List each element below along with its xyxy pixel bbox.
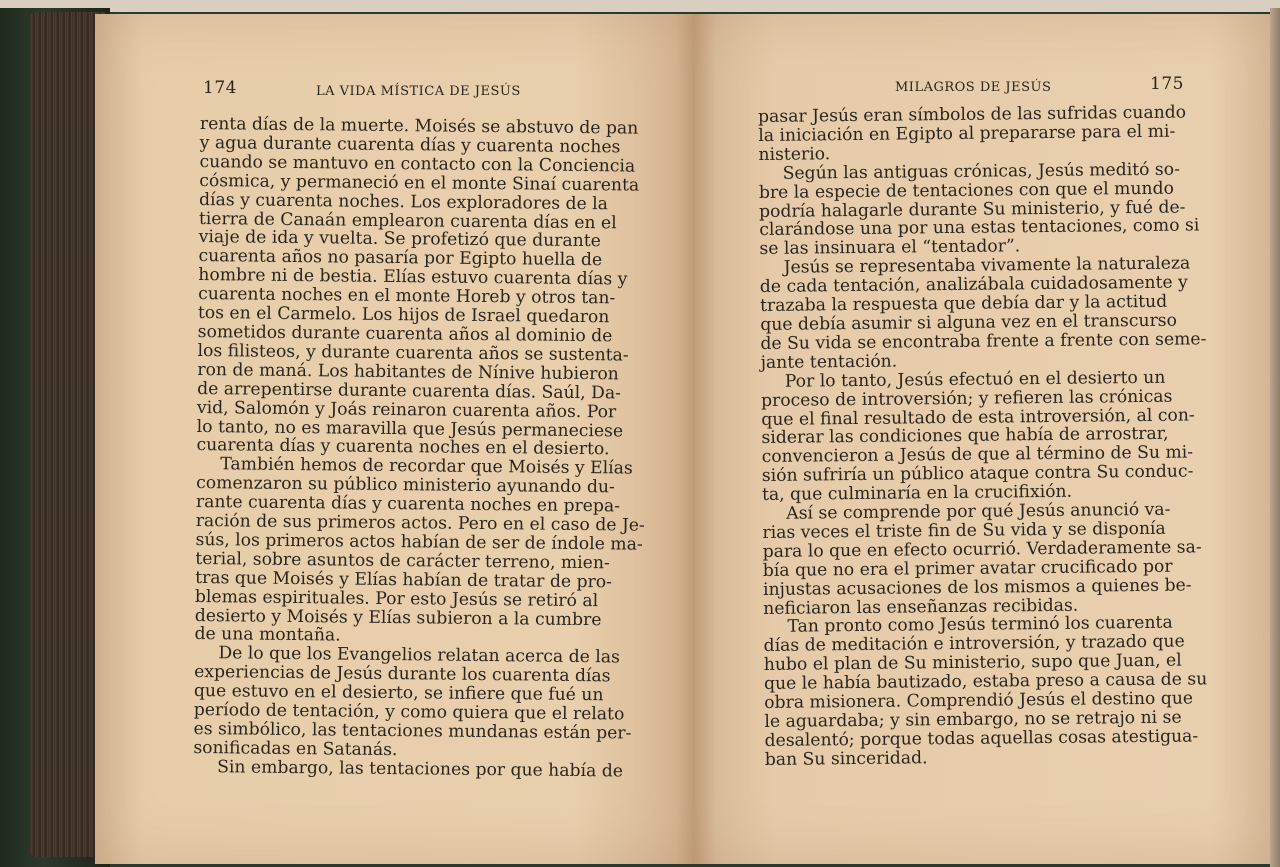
text-line: comenzaron su público ministerio ayunando du- bbox=[196, 473, 615, 498]
text-line: Según las antiguas crónicas, Jesús meditó so- bbox=[782, 159, 1180, 184]
text-line: días y cuarenta noches. Los exploradores de la bbox=[199, 189, 609, 214]
page-edges bbox=[30, 12, 105, 857]
text-line: cuarenta noches en el monte Horeb y otros tan- bbox=[198, 284, 616, 309]
background-strip bbox=[0, 0, 1280, 12]
text-line: ta, que culminaría en la crucifixión. bbox=[761, 481, 1073, 506]
text-line: hombre ni de bestia. Elías estuvo cuarenta días y bbox=[198, 265, 628, 290]
left-page-number: 174 bbox=[203, 78, 237, 98]
text-line: proceso de introversión; y refieren las crónicas bbox=[760, 386, 1173, 411]
text-line: Tan pronto como Jesús terminó los cuarenta bbox=[787, 613, 1173, 638]
right-page-number: 175 bbox=[1150, 74, 1184, 94]
text-line: de Su vida se encontraba frente a frente con seme- bbox=[760, 329, 1207, 354]
text-line: que estuvo en el desierto, se infiere que fué un bbox=[193, 681, 604, 706]
text-line: nisterio. bbox=[758, 144, 831, 165]
text-line: trazaba la respuesta que debía dar y la actitud bbox=[759, 291, 1168, 317]
text-line: bía que no era el primer avatar crucificado por bbox=[762, 556, 1173, 581]
text-line: los filisteos, y durante cuarenta años se sustenta- bbox=[197, 340, 629, 366]
text-line: renta días de la muerte. Moisés se abstuvo de pan bbox=[199, 114, 639, 139]
text-line: Por lo tanto, Jesús efectuó en el desierto un bbox=[784, 367, 1166, 392]
text-line: la iniciación en Egipto al prepararse para el mi- bbox=[758, 121, 1176, 146]
text-line: viaje de ida y vuelta. Se profetizó que durante bbox=[198, 227, 601, 252]
text-line: experiencias de Jesús durante los cuarenta días bbox=[194, 662, 611, 687]
right-running-head: MILAGROS DE JESÚS bbox=[895, 80, 1052, 95]
text-line: tierra de Canaán emplearon cuarenta días en el bbox=[198, 208, 617, 233]
text-line: De lo que los Evangelios relatan acerca de las bbox=[218, 643, 621, 668]
right-page-body bbox=[757, 102, 1208, 770]
text-line: para lo que en efecto ocurrió. Verdaderamente sa- bbox=[762, 537, 1202, 562]
text-line: tos en el Carmelo. Los hijos de Israel quedaron bbox=[197, 303, 610, 328]
text-line: ración de sus primeros actos. Pero en el caso de Je- bbox=[195, 511, 645, 536]
text-line: hubo el plan de Su ministerio, supo que Juan, el bbox=[763, 650, 1182, 676]
text-line: desierto y Moisés y Elías subieron a la cumbre bbox=[194, 605, 602, 630]
text-line: de cada tentación, analizábala cuidadosamente y bbox=[759, 272, 1188, 298]
text-line: le aguardaba; y sin embargo, no se retrajo ni se bbox=[764, 707, 1182, 732]
text-line: rias veces el triste fin de Su vida y se disponía bbox=[762, 518, 1166, 543]
text-line: ron de maná. Los habitantes de Nínive hubieron bbox=[197, 359, 619, 385]
text-line: período de tentación, y como quiera que el relato bbox=[193, 700, 625, 725]
text-line: pasar Jesús eran símbolos de las sufridas cuando bbox=[757, 102, 1187, 127]
text-line: cósmica, y permaneció en el monte Sinaí cuarenta bbox=[199, 170, 640, 196]
text-line: que el final resultado de esta introversión, al con- bbox=[761, 404, 1195, 430]
text-line: sometidos durante cuarenta años al dominio de bbox=[197, 321, 613, 347]
right-page-edge bbox=[1270, 8, 1280, 867]
text-line: podría halagarle durante Su ministerio, y fué de- bbox=[758, 197, 1186, 222]
text-line: bre la especie de tentaciones con que el mundo bbox=[758, 178, 1175, 203]
text-line: Así se comprende por qué Jesús anunció va- bbox=[786, 499, 1171, 524]
text-line: También hemos de recordar que Moisés y Elías bbox=[220, 454, 633, 479]
text-line: jante tentación. bbox=[760, 351, 898, 373]
text-line: tras que Moisés y Elías habían de tratar de pro- bbox=[195, 567, 613, 593]
left-page-body bbox=[193, 114, 645, 782]
text-line: ban Su sinceridad. bbox=[764, 748, 928, 770]
text-line: terial, sobre asuntos de carácter terreno, mien- bbox=[195, 548, 610, 574]
text-line: días de meditación e introversión, y trazado que bbox=[763, 631, 1185, 657]
text-line: vid, Salomón y Joás reinaron cuarenta años. Por bbox=[196, 397, 617, 422]
text-line: neficiaron las enseñanzas recibidas. bbox=[763, 595, 1079, 619]
text-line: sonificadas en Satanás. bbox=[193, 737, 398, 761]
text-line: lo tanto, no es maravilla que Jesús permaneciese bbox=[196, 416, 624, 441]
text-line: rante cuarenta días y cuarenta noches en prepa- bbox=[195, 492, 621, 517]
text-line: de arrepentirse durante cuarenta días. Saúl, Da- bbox=[197, 378, 622, 404]
text-line: cuarenta días y cuarenta noches en el desierto. bbox=[196, 435, 610, 460]
text-line: convencieron a Jesús de que al término de Su mi- bbox=[761, 442, 1194, 468]
text-line: Sin embargo, las tentaciones por que había de bbox=[217, 757, 624, 782]
text-line: desalentó; porque todas aquellas cosas atestigua- bbox=[764, 726, 1199, 751]
text-line: se las insinuara el “tentador”. bbox=[759, 236, 1021, 260]
text-line: cuando se mantuvo en contacto con la Conciencia bbox=[199, 151, 636, 177]
text-line: blemas espirituales. Por esto Jesús se retiró al bbox=[194, 586, 599, 611]
text-line: de una montaña. bbox=[194, 624, 341, 646]
text-line: y agua durante cuarenta días y cuarenta noches bbox=[199, 132, 621, 158]
text-line: que debía asumir si alguna vez en el transcurso bbox=[760, 310, 1178, 335]
left-running-head: LA VIDA MÍSTICA DE JESÚS bbox=[316, 84, 521, 99]
text-line: sús, los primeros actos habían de ser de índole ma- bbox=[195, 529, 643, 555]
text-line: injustas acusaciones de los mismos a quienes be- bbox=[762, 575, 1192, 600]
text-line: cuarenta años no pasaría por Egipto huella de bbox=[198, 246, 603, 271]
text-line: clarándose una por una estas tentaciones, como si bbox=[759, 215, 1200, 241]
text-line: obra misionera. Comprendió Jesús el destino que bbox=[764, 688, 1194, 714]
text-line: es simbólico, las tentaciones mundanas están per- bbox=[193, 718, 632, 744]
text-line: siderar las condiciones que había de arrostrar, bbox=[761, 424, 1169, 449]
text-line: que le había bautizado, estaba preso a causa de su bbox=[763, 669, 1208, 695]
text-line: Jesús se representaba vivamente la naturaleza bbox=[783, 253, 1191, 278]
text-line: sión sufriría un público ataque contra Su conduc- bbox=[761, 461, 1194, 487]
